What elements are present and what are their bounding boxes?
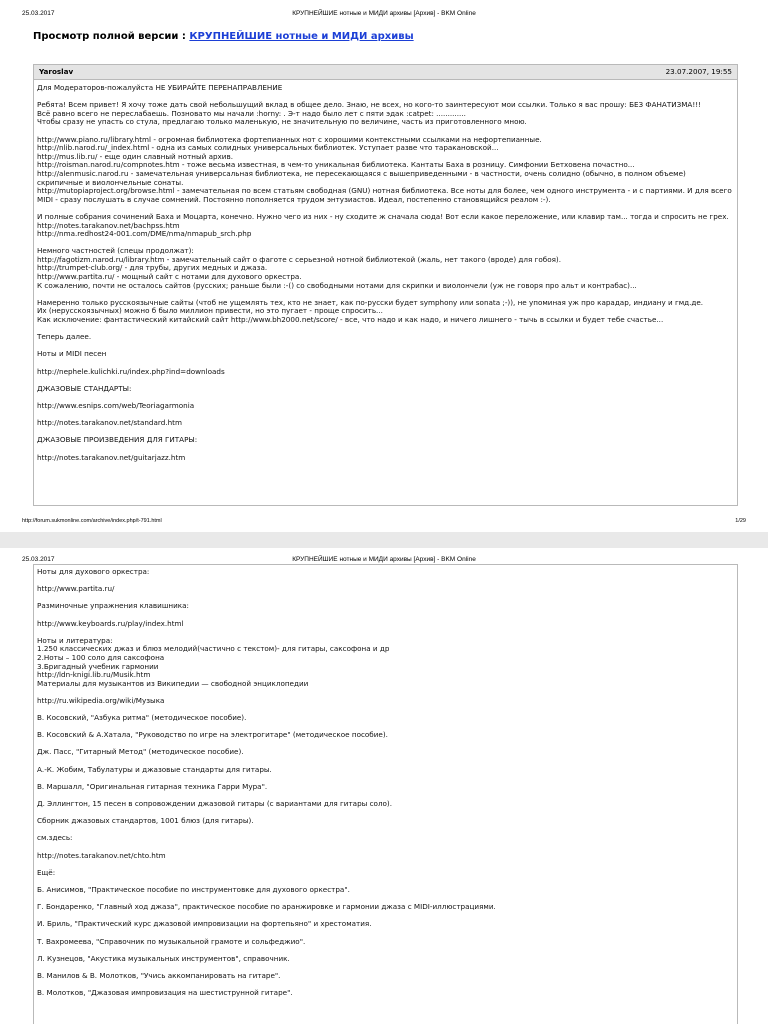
post-header <box>34 65 737 80</box>
page-footer-number: 1/29 <box>735 518 746 524</box>
forum-post-continued <box>33 564 738 1024</box>
view-full-version <box>33 31 414 42</box>
post-body-continued: Ноты для духового оркестра: http://www.partita.ru/ Разминочные упражнения клавишника: http://www.keyboards.ru/play/index.html Ноты и литература: 1.250 классических джаз и блюз мелодий(частично с текстом)- для гитары, саксофона и др 2.Ноты – 100 соло для саксофона 3.Бригадный учебник гармонии http://ldn-knigi.lib.ru/Musik.htm Материалы для музыкантов из Википедии — свободной энциклопедии http://ru.wikipedia.org/wiki/Музыка В. Косовский, "Азбука ритма" (методическое пособие). В. Косовский & А.Хатала, "Руководство по игре на электрогитаре" (методическое пособие). Дж. Пасс, "Гитарный Метод" (методическое пособие). А.-К. Жобим, Табулатуры и джазовые стандарты для гитары. В. Маршалл, "Оригинальная гитарная техника Гарри Мура". Д. Эллингтон, 15 песен в сопровождении джазовой гитары (с вариантами для гитары соло). Сборник джазовых стандартов, 1001 блюз (для гитары). см.здесь: http://notes.tarakanov.net/chto.htm Ещё: Б. Анисимов, "Практическое пособие по инструментовке для духового оркестра". Г. Бондаренко, "Главный ход джаза", практическое пособие по аранжировке и гармонии джаза с MIDI-иллюстрациями. И. Бриль, "Практический курс джазовой импровизации на фортепьяно" и хрестоматия. Т. Вахромеева, "Справочник по музыкальной грамоте и сольфеджио". Л. Кузнецов, "Акустика музыкальных инструментов", справочник. В. Манилов & В. Молотков, "Учись аккомпанировать на гитаре". В. Молотков, "Джазовая импровизация на шестиструнной гитаре". <box>37 567 496 998</box>
post-datetime: 23.07.2007, 19:55 <box>665 67 732 76</box>
forum-post <box>33 64 738 506</box>
post-author[interactable]: Yaroslav <box>39 67 74 76</box>
page-header-date: 25.03.2017 <box>22 10 55 17</box>
page-footer-url: http://forum.sukmonline.com/archive/index.php/t-791.html <box>22 518 162 524</box>
document-page-2 <box>0 548 768 1024</box>
view-full-label: Просмотр полной версии : <box>33 31 190 42</box>
page-header-title: КРУПНЕЙШИЕ нотные и МИДИ архивы [Архив] - BKM Online <box>292 556 476 563</box>
page-header-title: КРУПНЕЙШИЕ нотные и МИДИ архивы [Архив] - BKM Online <box>292 10 476 17</box>
post-body: Для Модераторов-пожалуйста НЕ УБИРАЙТЕ ПЕРЕНАПРАВЛЕНИЕ Ребята! Всем привет! Я хочу тоже дать свой небольшущий вклад в общее дело. Знаю, не всех, но кого-то заинтересуют мои ссылки. Только я вас прошу: БЕЗ ФАНАТИЗМА!!! Всё равно всего не переслабаешь. Позновато мы начали :horny: . Э-т надо было лет с пяти эдак :catpet: ............. Чтобы сразу не упасть со стула, предлагаю только маленькую, не значительную по величине, часть из приготовленного мною. http://www.piano.ru/library.html - огромная библиотека фортепианных нот с хорошими контекстными ссылками на нефортепианные. http://nlib.narod.ru/_index.html - одна из самых солидных универсальных библиотек. Уступает разве что таракановской... http://mus.lib.ru/ - еще один славный нотный архив. http://roisman.narod.ru/compnotes.htm - тоже весьма известная, в чем-то уникальная библиотека. Кантаты Баха в розницу. Симфонии Бетховена почастно... http://alenmusic.narod.ru - замечательная универсальная библиотека, не пересекающаяся с вышеприведенными - в частности, очень солидно (обычно, в полном объеме) скрипичные и виолончельные сонаты. http://mutopiaproject.org/browse.html - замечательная по всем статьям свободная (GNU) нотная библиотека. Все ноты для более, чем одного инструмента - и с партиями. И для всего MIDI - сразу послушать в случае сомнений. Постоянно пополняется трудом энтузиастов. Идеал, постепенно становящийся реалом :-). И полные собрания сочинений Баха и Моцарта, конечно. Нужно чего из них - ну сходите ж сначала сюда! Вот если какое переложение, или клавир там... тогда и спросить не грех. http://notes.tarakanov.net/bachpss.htm http://nma.redhost24-001.com/DME/nma/nmapub_srch.php Немного частностей (спецы продолжат): http://fagotizm.narod.ru/library.htm - замечательный сайт о фаготе с серьезной нотной библиотекой (жаль, нет такого (вроде) для гобоя). http://trumpet-club.org/ - для трубы, других медных и джаза. http://www.partita.ru/ - мощный сайт с нотами для духового оркестра. К сожалению, почти не осталось сайтов (русских; раньше были :-() со свободными нотами для скрипки и виолончели (уж не говоря про альт и контрабас)... Намеренно только русскоязычные сайты (чтоб не ущемлять тех, кто не знает, как по-русски будет symphony или sonata ;-)), не упоминая уж про карадар, индиану и гмд.де. Их (нерусскоязычных) можно б было миллион привести, но это пугает - проще спросить... Как исключение: фантастический китайский сайт http://www.bh2000.net/score/ - все, что надо и как надо, и ничего лишнего - тычь в ссылки и будет тебе счастье... Теперь далее. Ноты и MIDI песен http://nephele.kulichki.ru/index.php?ind=downloads ДЖАЗОВЫЕ СТАНДАРТЫ: http://www.esnips.com/web/Teoriagarmonia http://notes.tarakanov.net/standard.htm ДЖАЗОВЫЕ ПРОИЗВЕДЕНИЯ ДЛЯ ГИТАРЫ: http://notes.tarakanov.net/guitarjazz.htm <box>37 83 732 462</box>
thread-title-link[interactable]: КРУПНЕЙШИЕ нотные и МИДИ архивы <box>189 31 414 42</box>
page-header-date: 25.03.2017 <box>22 556 55 563</box>
